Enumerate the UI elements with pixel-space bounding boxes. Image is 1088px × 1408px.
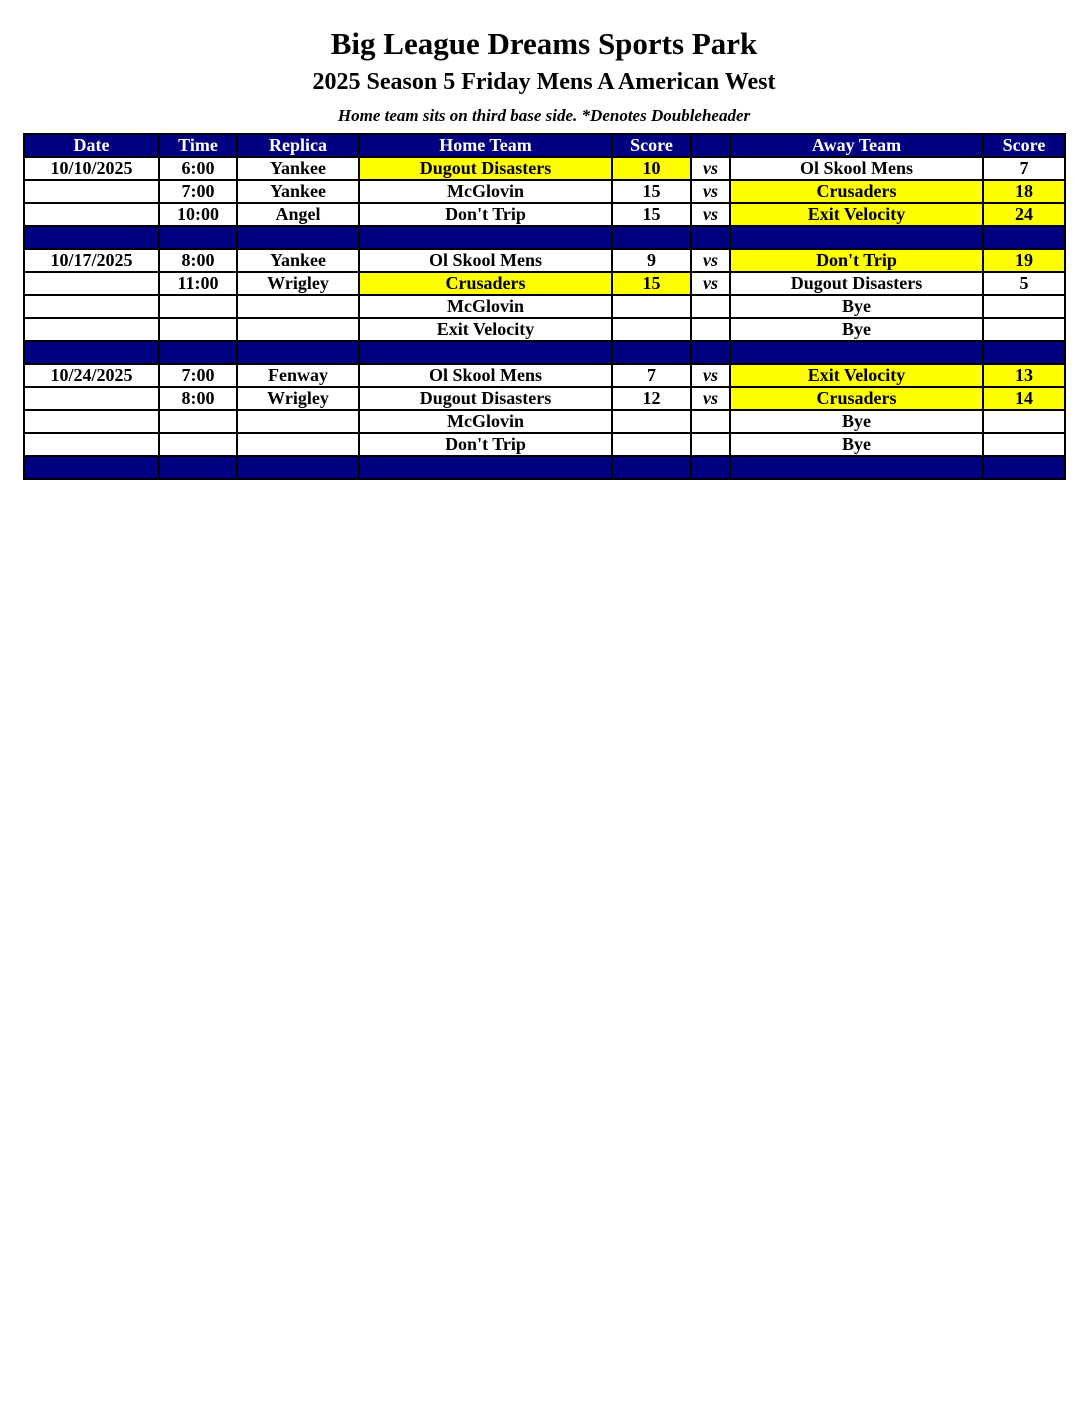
replica-field (237, 410, 359, 433)
away-team: Crusaders (730, 180, 983, 203)
col-header-home-team: Home Team (359, 134, 612, 157)
game-time: 7:00 (159, 364, 237, 387)
game-row (24, 295, 1065, 318)
separator-cell (612, 226, 691, 249)
away-score: 13 (983, 364, 1065, 387)
home-score: 15 (612, 203, 691, 226)
vs-label (691, 295, 730, 318)
away-score: 24 (983, 203, 1065, 226)
replica-field (237, 295, 359, 318)
separator-cell (159, 341, 237, 364)
separator-cell (237, 341, 359, 364)
home-team: Ol Skool Mens (359, 364, 612, 387)
home-team-note: Home team sits on third base side. *Denotes Doubleheader (337, 106, 751, 125)
game-row (24, 318, 1065, 341)
game-row (24, 364, 1065, 387)
separator-cell (24, 456, 159, 479)
game-row (24, 180, 1065, 203)
separator-cell (691, 341, 730, 364)
vs-label: vs (691, 249, 730, 272)
home-score: 9 (612, 249, 691, 272)
away-score (983, 410, 1065, 433)
home-score: 10 (612, 157, 691, 180)
vs-label (691, 410, 730, 433)
separator-cell (691, 226, 730, 249)
game-date: 10/24/2025 (24, 364, 159, 387)
col-header-replica: Replica (237, 134, 359, 157)
replica-field: Wrigley (237, 387, 359, 410)
separator-cell (159, 226, 237, 249)
vs-label: vs (691, 272, 730, 295)
col-header-date: Date (24, 134, 159, 157)
page-title: Big League Dreams Sports Park (330, 26, 758, 61)
game-row (24, 249, 1065, 272)
game-time: 10:00 (159, 203, 237, 226)
separator-cell (691, 456, 730, 479)
header-row (24, 134, 1065, 157)
home-score: 15 (612, 180, 691, 203)
away-team: Don't Trip (730, 249, 983, 272)
replica-field: Yankee (237, 180, 359, 203)
separator-cell (730, 341, 983, 364)
home-score (612, 433, 691, 456)
away-score: 19 (983, 249, 1065, 272)
game-time (159, 410, 237, 433)
game-row (24, 387, 1065, 410)
home-team: McGlovin (359, 295, 612, 318)
game-row (24, 203, 1065, 226)
game-date (24, 295, 159, 318)
vs-label: vs (691, 157, 730, 180)
col-header-vs (691, 134, 730, 157)
game-time: 6:00 (159, 157, 237, 180)
away-score: 7 (983, 157, 1065, 180)
away-score: 5 (983, 272, 1065, 295)
separator-cell (359, 341, 612, 364)
separator-cell (983, 456, 1065, 479)
vs-label: vs (691, 180, 730, 203)
game-time (159, 295, 237, 318)
vs-label (691, 433, 730, 456)
home-team: Don't Trip (359, 433, 612, 456)
away-team: Ol Skool Mens (730, 157, 983, 180)
separator-cell (730, 456, 983, 479)
separator-cell (24, 341, 159, 364)
home-team: McGlovin (359, 410, 612, 433)
game-time: 7:00 (159, 180, 237, 203)
game-date (24, 387, 159, 410)
home-team: Ol Skool Mens (359, 249, 612, 272)
game-date: 10/17/2025 (24, 249, 159, 272)
vs-label (691, 318, 730, 341)
away-score (983, 295, 1065, 318)
game-time: 8:00 (159, 249, 237, 272)
away-team: Bye (730, 318, 983, 341)
schedule-table (23, 133, 1066, 480)
replica-field: Wrigley (237, 272, 359, 295)
replica-field: Yankee (237, 249, 359, 272)
game-date (24, 180, 159, 203)
game-time (159, 433, 237, 456)
away-team: Crusaders (730, 387, 983, 410)
separator-cell (612, 341, 691, 364)
game-row (24, 157, 1065, 180)
schedule-body (24, 157, 1065, 479)
away-score: 14 (983, 387, 1065, 410)
game-time (159, 318, 237, 341)
game-date (24, 410, 159, 433)
replica-field: Angel (237, 203, 359, 226)
separator-cell (983, 341, 1065, 364)
week-separator (24, 226, 1065, 249)
home-team: McGlovin (359, 180, 612, 203)
separator-cell (237, 456, 359, 479)
home-team: Dugout Disasters (359, 387, 612, 410)
vs-label: vs (691, 203, 730, 226)
replica-field (237, 433, 359, 456)
separator-cell (237, 226, 359, 249)
replica-field: Yankee (237, 157, 359, 180)
game-date (24, 433, 159, 456)
away-team: Bye (730, 295, 983, 318)
col-header-time: Time (159, 134, 237, 157)
away-score (983, 433, 1065, 456)
replica-field: Fenway (237, 364, 359, 387)
game-date: 10/10/2025 (24, 157, 159, 180)
home-score: 12 (612, 387, 691, 410)
home-team: Don't Trip (359, 203, 612, 226)
home-score: 15 (612, 272, 691, 295)
game-time: 11:00 (159, 272, 237, 295)
separator-cell (359, 226, 612, 249)
home-score (612, 295, 691, 318)
home-team: Dugout Disasters (359, 157, 612, 180)
replica-field (237, 318, 359, 341)
home-score (612, 410, 691, 433)
home-team: Exit Velocity (359, 318, 612, 341)
separator-cell (612, 456, 691, 479)
game-date (24, 272, 159, 295)
home-team: Crusaders (359, 272, 612, 295)
game-date (24, 203, 159, 226)
week-separator (24, 341, 1065, 364)
game-time: 8:00 (159, 387, 237, 410)
away-score (983, 318, 1065, 341)
week-separator (24, 456, 1065, 479)
vs-label: vs (691, 387, 730, 410)
away-team: Bye (730, 410, 983, 433)
away-score: 18 (983, 180, 1065, 203)
col-header-away-team: Away Team (730, 134, 983, 157)
game-date (24, 318, 159, 341)
game-row (24, 410, 1065, 433)
separator-cell (359, 456, 612, 479)
home-score (612, 318, 691, 341)
separator-cell (983, 226, 1065, 249)
separator-cell (24, 226, 159, 249)
away-team: Exit Velocity (730, 364, 983, 387)
col-header-home-score: Score (612, 134, 691, 157)
col-header-away-score: Score (983, 134, 1065, 157)
away-team: Dugout Disasters (730, 272, 983, 295)
separator-cell (159, 456, 237, 479)
separator-cell (730, 226, 983, 249)
game-row (24, 272, 1065, 295)
home-score: 7 (612, 364, 691, 387)
game-row (24, 433, 1065, 456)
league-subtitle: 2025 Season 5 Friday Mens A American West (312, 69, 776, 95)
away-team: Exit Velocity (730, 203, 983, 226)
away-team: Bye (730, 433, 983, 456)
vs-label: vs (691, 364, 730, 387)
